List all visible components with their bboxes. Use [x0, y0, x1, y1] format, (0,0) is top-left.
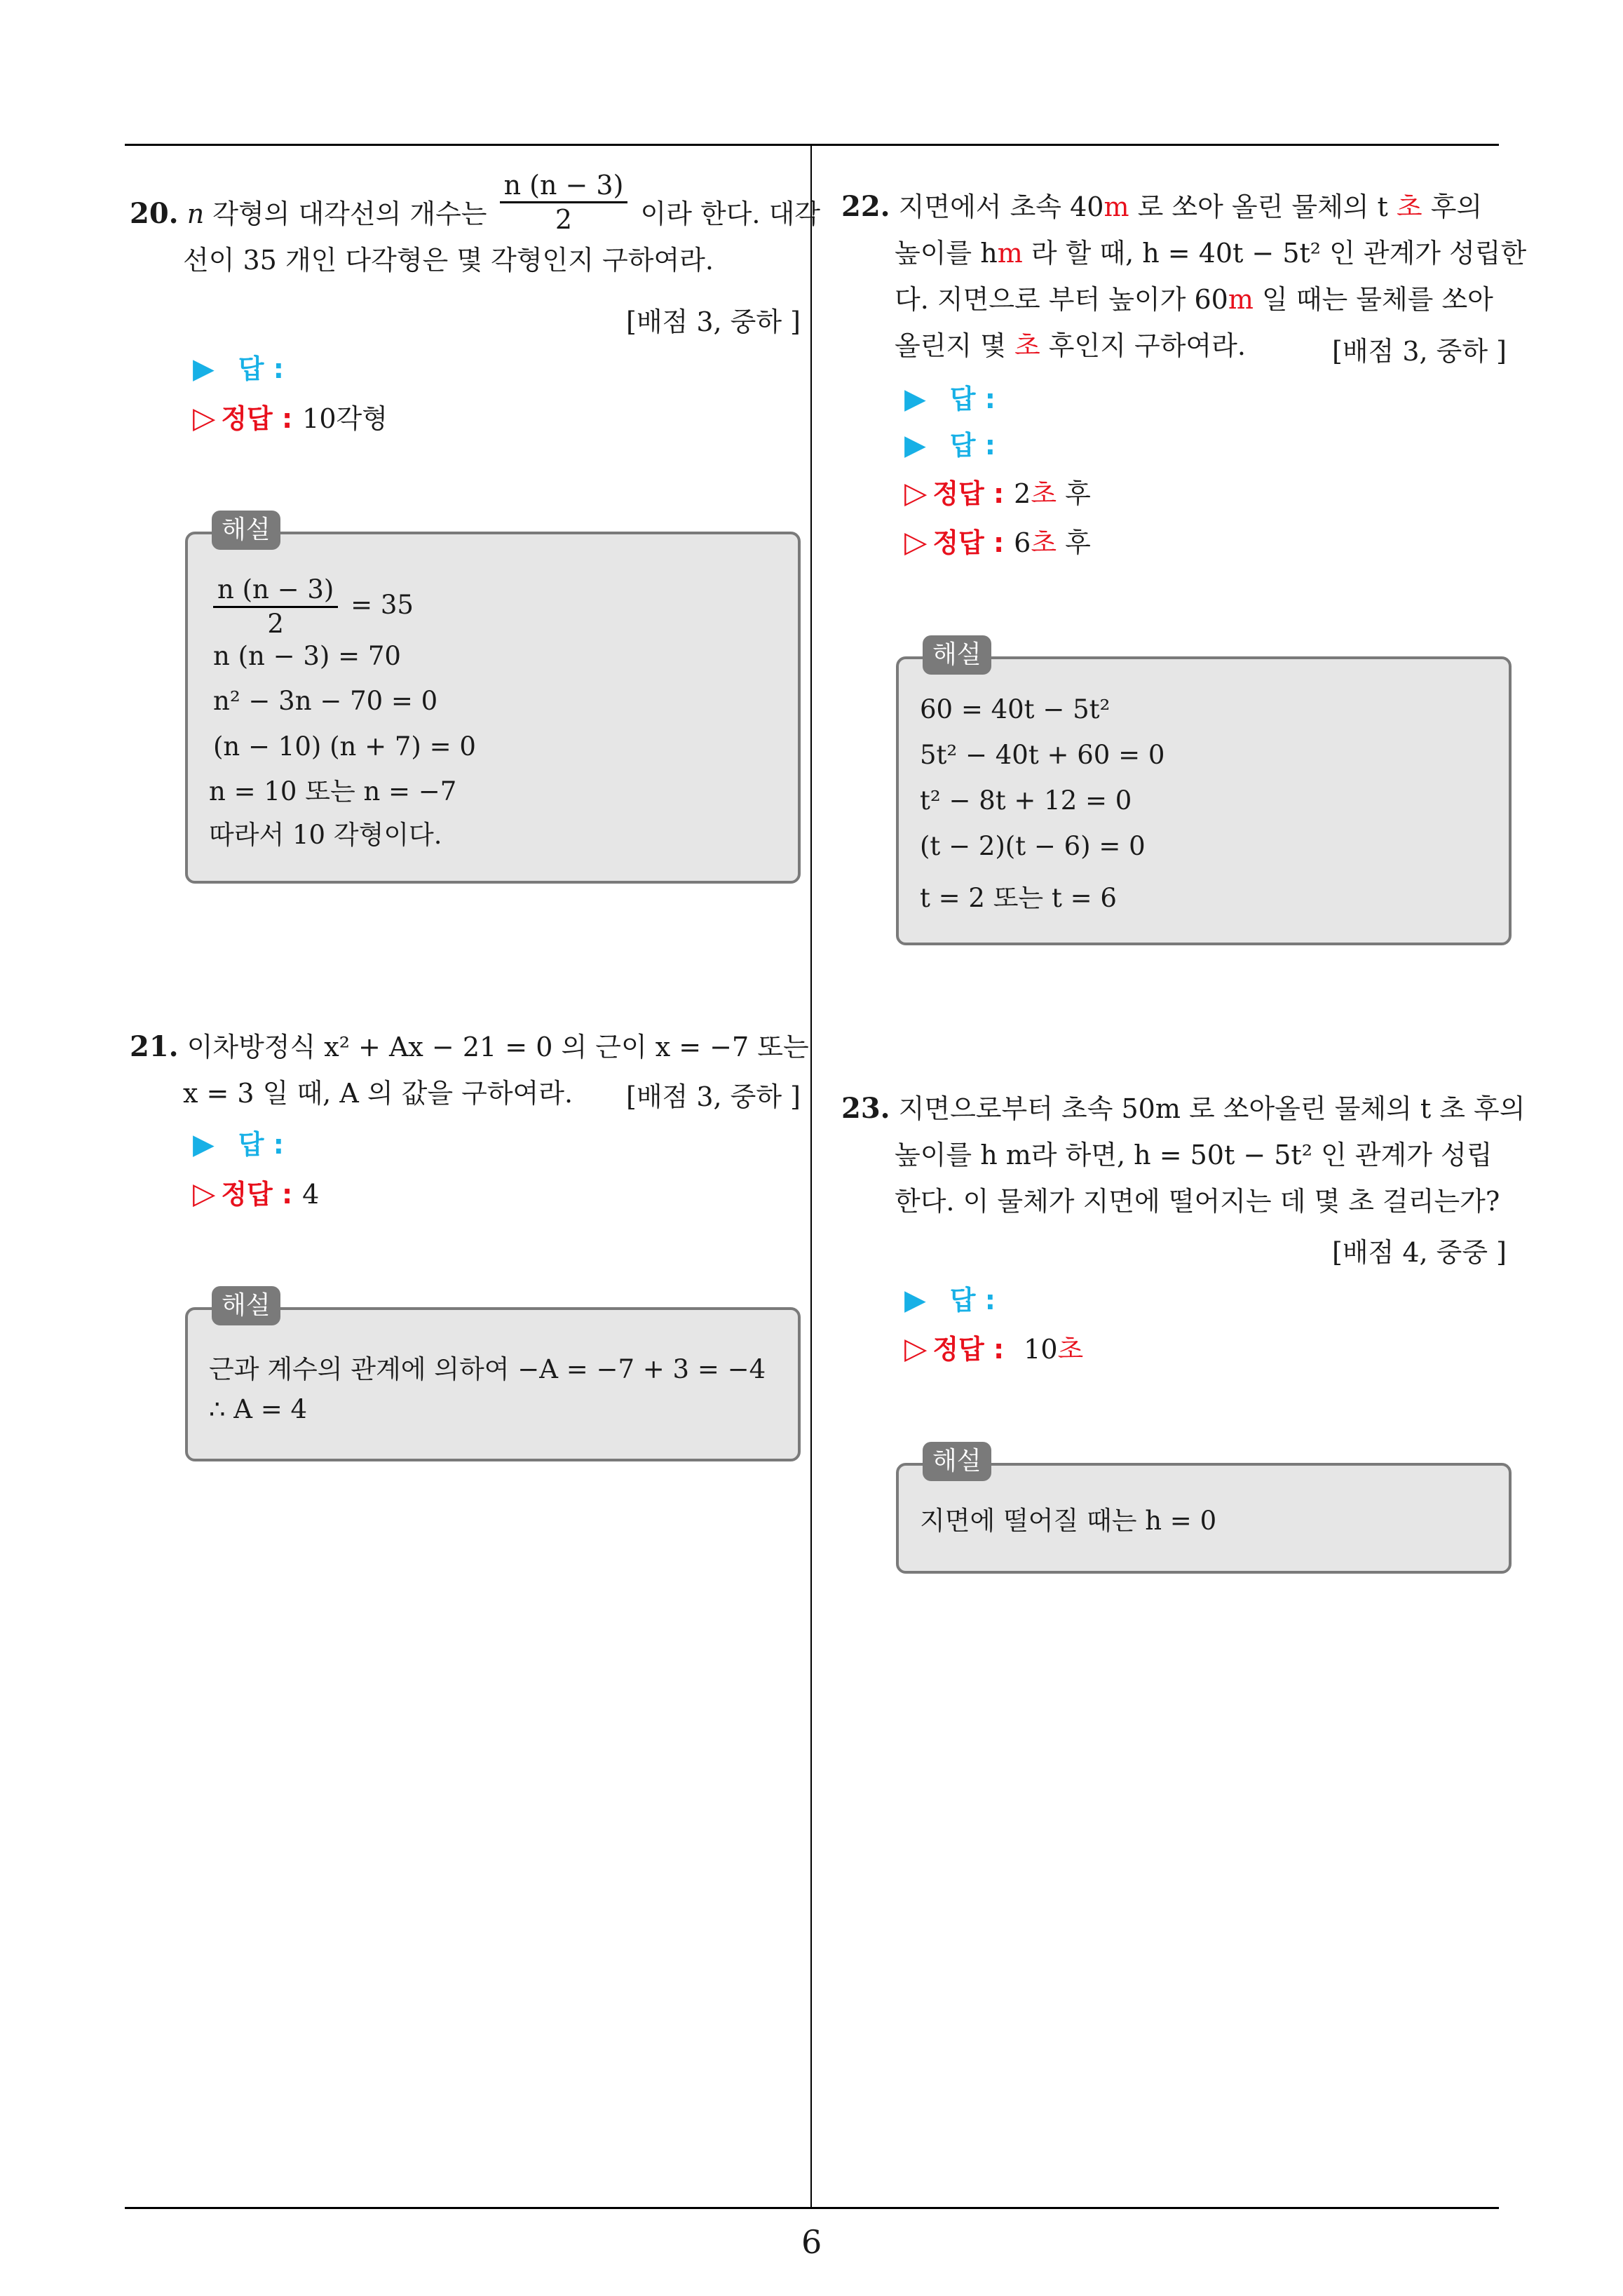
correct-answer: ▷ 정답 : 10각형	[193, 400, 388, 435]
outline-triangle-icon: ▷	[193, 400, 216, 435]
question-number: 23.	[841, 1092, 890, 1125]
explanation-tab: 해설	[212, 1286, 280, 1325]
play-triangle-icon: ▶	[193, 353, 215, 385]
play-triangle-icon: ▶	[193, 1128, 215, 1161]
top-rule	[125, 144, 1499, 146]
solution-line: 근과 계수의 관계에 의하여 −A = −7 + 3 = −4	[209, 1354, 766, 1384]
outline-triangle-icon: ▷	[904, 525, 928, 559]
score-label: [배점 3, 중하 ]	[1332, 336, 1507, 367]
solution-line: (n − 10) (n + 7) = 0	[213, 731, 476, 762]
outline-triangle-icon: ▷	[904, 475, 928, 510]
question-20: 20. n 각형의 대각선의 개수는 $\frac{n (n - 3)}{2}$ 이라 한다. 대각 선이 35 개인 다각형은 몇 각형인지 구하여라.	[130, 170, 821, 276]
answer-blank: ▶ 답 :	[193, 353, 284, 385]
correct-answer: ▷ 정답 : 4	[193, 1176, 320, 1210]
fraction: $\frac{n (n - 3)}{2}$	[213, 574, 338, 640]
explanation-tab: 해설	[923, 635, 991, 675]
question-number: 20.	[130, 197, 179, 230]
score-label: [배점 3, 중하 ]	[626, 306, 801, 337]
solution-line: $\frac{n (n - 3)}{2}$ = 35	[213, 574, 414, 640]
question-22: 22. 지면에서 초속 40m 로 쏘아 올린 물체의 t 초 후의 높이를 hm 라 할 때, h = 40t − 5t² 인 관계가 성립한 다. 지면으로 부터 높이가 60m 일 때는 물체를 쏘아 올린지 몇 초 후인지 구하여라.	[841, 190, 1527, 361]
explanation-tab: 해설	[212, 511, 280, 550]
outline-triangle-icon: ▷	[193, 1176, 216, 1210]
play-triangle-icon: ▶	[904, 429, 926, 461]
solution-line: n = 10 또는 n = −7	[209, 776, 457, 806]
solution-line: n (n − 3) = 70	[213, 641, 401, 671]
play-triangle-icon: ▶	[904, 383, 926, 415]
correct-answer: ▷ 정답 : 6초 후	[904, 525, 1091, 559]
question-number: 22.	[841, 190, 890, 223]
answer-blank: ▶ 답 :	[193, 1128, 284, 1161]
page-number: 6	[801, 2223, 822, 2261]
solution-line: t² − 8t + 12 = 0	[920, 785, 1132, 816]
solution-line: t = 2 또는 t = 6	[920, 883, 1117, 913]
play-triangle-icon: ▶	[904, 1284, 926, 1316]
bottom-rule	[125, 2207, 1499, 2209]
solution-line: 5t² − 40t + 60 = 0	[920, 740, 1165, 770]
solution-line: ∴ A = 4	[209, 1394, 308, 1424]
solution-line: 따라서 10 각형이다.	[209, 820, 442, 850]
question-number: 21.	[130, 1030, 179, 1063]
explanation-tab: 해설	[923, 1442, 991, 1481]
answer-blank: ▶ 답 :	[904, 1284, 996, 1316]
score-label: [배점 4, 중중 ]	[1332, 1237, 1507, 1268]
column-divider	[810, 144, 812, 2209]
answer-blank: ▶ 답 :	[904, 429, 996, 461]
question-23: 23. 지면으로부터 초속 50m 로 쏘아올린 물체의 t 초 후의 높이를 h m라 하면, h = 50t − 5t² 인 관계가 성립 한다. 이 물체가 지면에 떨어지는 데 몇 초 걸리는가?	[841, 1092, 1526, 1217]
solution-line: 지면에 떨어질 때는 h = 0	[920, 1506, 1217, 1536]
correct-answer: ▷ 정답 : 10초	[904, 1331, 1084, 1365]
outline-triangle-icon: ▷	[904, 1331, 928, 1365]
correct-answer: ▷ 정답 : 2초 후	[904, 475, 1091, 510]
question-21: 21. 이차방정식 x² + Ax − 21 = 0 의 근이 x = −7 또는 x = 3 일 때, A 의 값을 구하여라.	[130, 1030, 809, 1109]
solution-line: (t − 2)(t − 6) = 0	[920, 831, 1146, 861]
score-label: [배점 3, 중하 ]	[626, 1081, 801, 1112]
answer-blank: ▶ 답 :	[904, 383, 996, 415]
solution-line: 60 = 40t − 5t²	[920, 694, 1111, 724]
solution-line: n² − 3n − 70 = 0	[213, 686, 438, 716]
fraction: $\frac{n (n - 3)}{2}$	[500, 169, 628, 236]
